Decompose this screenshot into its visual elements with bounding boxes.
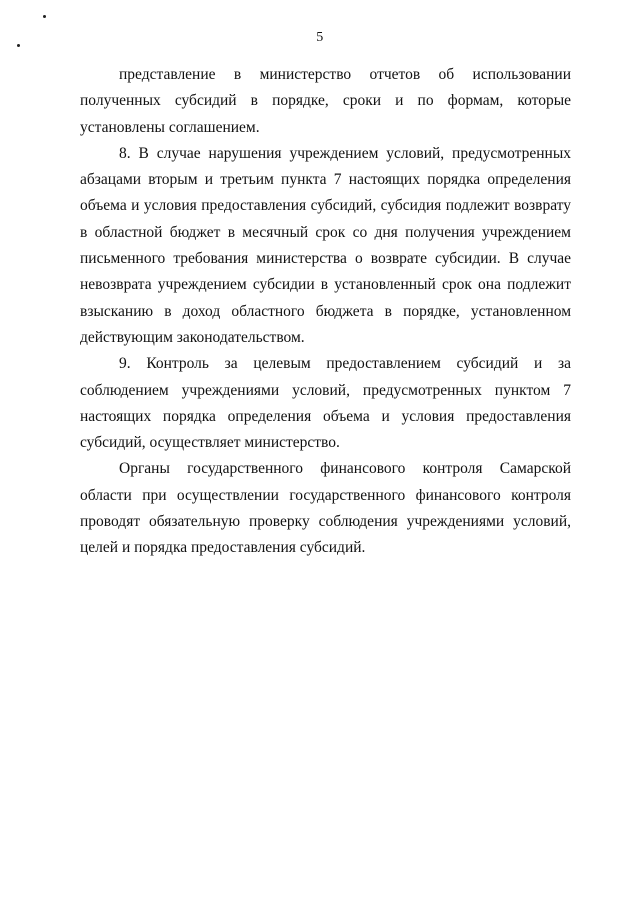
scan-speck — [43, 15, 46, 18]
paragraph-reporting: представление в министерство отчетов об использовании полученных субсидий в порядке, сроки и по формам, которые установлены соглашением. — [80, 66, 571, 136]
paragraph-clause-8: 8. В случае нарушения учреждением условий, предусмотренных абзацами вторым и третьим пункта 7 настоящих порядка определения объема и условия предоставления субсидий, субсидия подлежит возврату в областной бюджет в месячный срок со дня получения учреждением письменного требования министерства о возврате субсидии. В случае невозврата учреждением субсидии в установленный срок она подлежит взысканию в доход областного бюджета в порядке, установленном действующим законодательством. — [80, 144, 571, 346]
document-body — [80, 62, 571, 562]
paragraph-clause-9: 9. Контроль за целевым предоставлением субсидий и за соблюдением учреждениями условий, предусмотренных пунктом 7 настоящих порядка определения объема и условия предоставления субсидий, осуществляет министерство. — [80, 355, 571, 452]
page-number: 5 — [316, 30, 324, 45]
paragraph-financial-control: Органы государственного финансового контроля Самарской области при осуществлении государственного финансового контроля проводят обязательную проверку соблюдения учреждениями условий, целей и порядка предоставления субсидий. — [80, 460, 571, 557]
